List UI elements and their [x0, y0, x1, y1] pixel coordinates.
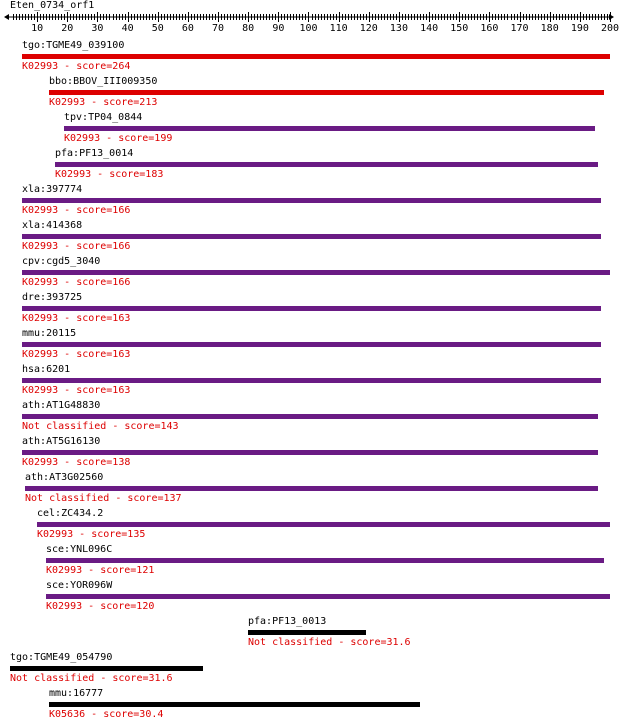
hit-row	[0, 112, 620, 148]
hit-annotation	[248, 637, 411, 649]
alignment-bar[interactable]	[49, 702, 420, 707]
alignment-bar[interactable]	[22, 270, 610, 275]
hit-row	[0, 76, 620, 112]
hit-ko-label: Not classified	[25, 493, 110, 504]
hit-ko-label: K02993	[22, 385, 59, 396]
hit-score: score=138	[76, 457, 131, 468]
ruler-tick-label: 60	[181, 23, 194, 34]
ruler-tick-label: 30	[91, 23, 104, 34]
ruler-tick-label: 130	[389, 23, 408, 34]
hit-ko-label: K02993	[22, 457, 59, 468]
alignment-bar[interactable]	[64, 126, 595, 131]
hit-name-link[interactable]: tpv:TP04_0844	[64, 112, 143, 123]
hit-row	[0, 688, 620, 724]
hit-annotation	[22, 205, 130, 217]
hit-ko-label: K02993	[55, 169, 92, 180]
ruler-tick-label: 160	[480, 23, 499, 34]
ruler-tick-label: 80	[242, 23, 255, 34]
hit-annotation	[22, 277, 130, 289]
hit-score: score=264	[76, 61, 131, 72]
hit-name-link[interactable]: sce:YNL096C	[46, 544, 113, 555]
hit-annotation	[46, 601, 154, 613]
alignment-bar[interactable]	[22, 306, 601, 311]
hit-ko-label: Not classified	[10, 673, 95, 684]
hit-row	[0, 580, 620, 616]
hit-name-link[interactable]: cel:ZC434.2	[37, 508, 104, 519]
hit-ko-label: K02993	[49, 97, 86, 108]
alignment-bar[interactable]	[46, 558, 604, 563]
hit-score: score=137	[127, 493, 182, 504]
hit-name-link[interactable]: sce:YOR096W	[46, 580, 113, 591]
ruler-tick-label: 120	[359, 23, 378, 34]
alignment-bar[interactable]	[49, 90, 604, 95]
hit-score: score=121	[100, 565, 155, 576]
hit-annotation	[49, 97, 157, 109]
hit-separator: -	[106, 421, 125, 432]
hit-score: score=31.6	[112, 673, 173, 684]
hit-annotation	[64, 133, 172, 145]
ruler-tick-label: 70	[212, 23, 225, 34]
hit-score: score=163	[76, 385, 131, 396]
hit-name-link[interactable]: xla:414368	[22, 220, 83, 231]
hit-annotation	[10, 673, 173, 685]
ruler-tick-label: 20	[61, 23, 74, 34]
hit-row	[0, 184, 620, 220]
hit-separator: -	[58, 385, 77, 396]
hit-annotation	[22, 61, 130, 73]
hit-ko-label: K02993	[37, 529, 74, 540]
hit-annotation	[22, 349, 130, 361]
hit-ko-label: K02993	[22, 205, 59, 216]
ruler-tick-label: 90	[272, 23, 285, 34]
ruler-tick-label: 200	[600, 23, 620, 34]
hit-separator: -	[332, 637, 351, 648]
hit-annotation	[22, 385, 130, 397]
hit-name-link[interactable]: ath:AT1G48830	[22, 400, 101, 411]
alignment-bar[interactable]	[22, 378, 601, 383]
alignment-bar[interactable]	[248, 630, 366, 635]
hit-separator: -	[58, 313, 77, 324]
hit-row	[0, 544, 620, 580]
ruler-tick-label: 170	[510, 23, 529, 34]
hit-separator: -	[58, 457, 77, 468]
hit-name-link[interactable]: tgo:TGME49_054790	[10, 652, 113, 663]
hit-annotation	[55, 169, 163, 181]
ruler-tick-label: 100	[299, 23, 318, 34]
hit-row	[0, 220, 620, 256]
ruler-tick-label: 140	[420, 23, 439, 34]
hit-row	[0, 508, 620, 544]
hit-ko-label: K02993	[46, 601, 83, 612]
hit-annotation	[25, 493, 182, 505]
hit-row	[0, 328, 620, 364]
ruler-tick-label: 50	[151, 23, 164, 34]
hit-separator: -	[82, 565, 101, 576]
alignment-bar[interactable]	[37, 522, 610, 527]
hit-separator: -	[85, 97, 104, 108]
hit-score: score=31.6	[350, 637, 411, 648]
hit-score: score=143	[124, 421, 179, 432]
hit-name-link[interactable]: dre:393725	[22, 292, 83, 303]
hit-separator: -	[91, 169, 110, 180]
hit-name-link[interactable]: mmu:20115	[22, 328, 77, 339]
alignment-bar[interactable]	[22, 450, 598, 455]
hit-ko-label: K05636	[49, 709, 86, 720]
hit-ko-label: K02993	[22, 241, 59, 252]
hit-separator: -	[100, 133, 119, 144]
hit-name-link[interactable]: pfa:PF13_0014	[55, 148, 134, 159]
hit-score: score=135	[91, 529, 146, 540]
hit-separator: -	[58, 61, 77, 72]
hit-row	[0, 364, 620, 400]
hit-separator: -	[109, 493, 128, 504]
alignment-bar[interactable]	[22, 342, 601, 347]
hit-separator: -	[73, 529, 92, 540]
hit-row	[0, 148, 620, 184]
hit-annotation	[22, 457, 130, 469]
hit-ko-label: K02993	[22, 349, 59, 360]
ruler-tick-label: 40	[121, 23, 134, 34]
hit-row	[0, 400, 620, 436]
alignment-bar[interactable]	[22, 414, 598, 419]
hit-name-link[interactable]: ath:AT3G02560	[25, 472, 104, 483]
alignment-bar[interactable]	[55, 162, 598, 167]
hit-separator: -	[85, 709, 104, 720]
hit-row	[0, 616, 620, 652]
hit-ko-label: K02993	[64, 133, 101, 144]
hit-score: score=166	[76, 241, 131, 252]
ruler-tick-label: 190	[570, 23, 589, 34]
hit-name-link[interactable]: ath:AT5G16130	[22, 436, 101, 447]
hit-score: score=120	[100, 601, 155, 612]
hit-ko-label: Not classified	[22, 421, 107, 432]
hit-score: score=166	[76, 205, 131, 216]
ruler-tick-label: 10	[31, 23, 44, 34]
hit-ko-label: Not classified	[248, 637, 333, 648]
alignment-bar[interactable]	[46, 594, 610, 599]
hit-row	[0, 292, 620, 328]
hit-separator: -	[94, 673, 113, 684]
hit-ko-label: K02993	[22, 277, 59, 288]
hit-score: score=213	[103, 97, 158, 108]
hit-separator: -	[58, 277, 77, 288]
hit-score: score=163	[76, 349, 131, 360]
hit-row	[0, 472, 620, 508]
ruler-tick-label: 110	[329, 23, 348, 34]
hit-row	[0, 40, 620, 76]
hit-separator: -	[58, 241, 77, 252]
hit-row	[0, 256, 620, 292]
hit-score: score=183	[109, 169, 164, 180]
hit-name-link[interactable]: bbo:BBOV_III009350	[49, 76, 158, 87]
hit-separator: -	[58, 205, 77, 216]
hit-score: score=30.4	[103, 709, 164, 720]
alignment-bar[interactable]	[22, 234, 601, 239]
hit-name-link[interactable]: hsa:6201	[22, 364, 71, 375]
hit-annotation	[37, 529, 145, 541]
query-title: Eten_0734_orf1	[10, 0, 95, 11]
hit-score: score=199	[118, 133, 173, 144]
hit-row	[0, 436, 620, 472]
hit-annotation	[22, 241, 130, 253]
alignment-bar[interactable]	[22, 198, 601, 203]
hit-row	[0, 652, 620, 688]
hit-ko-label: K02993	[22, 61, 59, 72]
hit-separator: -	[58, 349, 77, 360]
hit-separator: -	[82, 601, 101, 612]
hit-annotation	[22, 421, 179, 433]
hit-name-link[interactable]: cpv:cgd5_3040	[22, 256, 101, 267]
hit-annotation	[49, 709, 163, 721]
ruler-tick-label: 150	[450, 23, 469, 34]
hit-annotation	[46, 565, 154, 577]
hit-name-link[interactable]: mmu:16777	[49, 688, 104, 699]
alignment-bar[interactable]	[22, 54, 610, 59]
hit-name-link[interactable]: pfa:PF13_0013	[248, 616, 327, 627]
hit-annotation	[22, 313, 130, 325]
hit-score: score=163	[76, 313, 131, 324]
alignment-bar[interactable]	[25, 486, 598, 491]
hit-name-link[interactable]: tgo:TGME49_039100	[22, 40, 125, 51]
ruler-tick-label: 180	[540, 23, 559, 34]
hit-ko-label: K02993	[22, 313, 59, 324]
alignment-bar[interactable]	[10, 666, 203, 671]
hit-score: score=166	[76, 277, 131, 288]
hit-ko-label: K02993	[46, 565, 83, 576]
hit-name-link[interactable]: xla:397774	[22, 184, 83, 195]
